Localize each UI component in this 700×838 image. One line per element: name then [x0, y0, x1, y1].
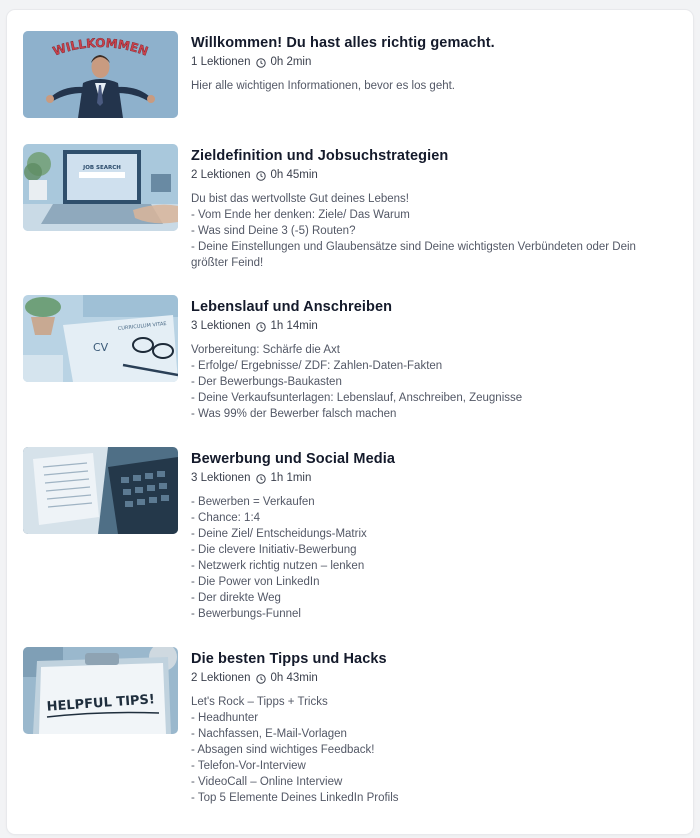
welcome-image	[23, 31, 178, 118]
job-search-laptop-image	[23, 144, 178, 231]
clock-icon	[256, 58, 266, 68]
module-meta	[191, 319, 671, 334]
duration: 1h 14min	[270, 320, 318, 332]
module-item[interactable]	[23, 447, 683, 622]
cv-sheet-text: CV	[93, 341, 109, 354]
job-search-screen-text: JOB SEARCH	[83, 165, 121, 171]
module-meta	[191, 168, 671, 183]
duration: 1h 1min	[270, 472, 312, 484]
duration: 0h 2min	[270, 56, 312, 68]
lesson-count: 3 Lektionen	[191, 472, 251, 484]
module-meta	[191, 471, 671, 486]
lesson-count: 3 Lektionen	[191, 320, 251, 332]
tips-thumbnail[interactable]	[23, 647, 178, 734]
module-meta	[191, 671, 671, 686]
module-description: Let's Rock – Tipps + Tricks - Headhunter - Nachfassen, E-Mail-Vorlagen - Absagen sind wichtiges Feedback! - Telefon-Vor-Interview - VideoCall – Online Interview - Top 5 Elemente Deines LinkedIn Profils	[191, 696, 399, 804]
module-title[interactable]: Zieldefinition und Jobsuchstrategien	[191, 148, 449, 164]
module-title[interactable]: Lebenslauf und Anschreiben	[191, 299, 393, 315]
cv-desk-image	[23, 295, 178, 382]
module-description: Du bist das wertvollste Gut deines Lebens! - Vom Ende her denken: Ziele/ Das Warum - Was sind Deine 3 (-5) Routen? - Deine Einstellungen und Glaubensätze sind Deine wichtigsten Verbündeten oder Dein größter Feind!	[191, 193, 636, 269]
helpful-tips-clipboard-image	[23, 647, 178, 734]
duration: 0h 45min	[270, 169, 318, 181]
clock-icon	[256, 171, 266, 181]
module-description: - Bewerben = Verkaufen - Chance: 1:4 - Deine Ziel/ Entscheidungs-Matrix - Die clevere Initiativ-Bewerbung - Netzwerk richtig nutzen – lenken - Die Power von LinkedIn - Der direkte Weg - Bewerbungs-Funnel	[191, 496, 367, 620]
duration: 0h 43min	[270, 672, 318, 684]
svg-text:CURRICULUM VITAE: CURRICULUM VITAE	[117, 320, 167, 332]
welcome-banner-text: WILLKOMMEN	[51, 35, 151, 59]
module-title[interactable]: Die besten Tipps und Hacks	[191, 651, 387, 667]
module-item[interactable]	[23, 647, 683, 806]
lesson-count: 1 Lektionen	[191, 56, 251, 68]
module-title[interactable]: Willkommen! Du hast alles richtig gemacht.	[191, 35, 495, 51]
clock-icon	[256, 674, 266, 684]
module-item[interactable]	[23, 144, 683, 271]
cv-thumbnail[interactable]	[23, 295, 178, 382]
module-description: Hier alle wichtigen Informationen, bevor es los geht.	[191, 80, 456, 92]
clock-icon	[256, 322, 266, 332]
helpful-tips-text: HELPFUL TIPS!	[46, 692, 156, 715]
course-modules-card	[7, 10, 693, 834]
module-meta	[191, 55, 671, 70]
social-media-thumbnail[interactable]	[23, 447, 178, 534]
module-title[interactable]: Bewerbung und Social Media	[191, 451, 396, 467]
welcome-thumbnail[interactable]	[23, 31, 178, 118]
job-search-thumbnail[interactable]	[23, 144, 178, 231]
clock-icon	[256, 474, 266, 484]
module-description: Vorbereitung: Schärfe die Axt - Erfolge/ Ergebnisse/ ZDF: Zahlen-Daten-Fakten - Der Bewerbungs-Baukasten - Deine Verkaufsunterlagen: Lebenslauf, Anschreiben, Zeugnisse - Was 99% der Bewerber falsch machen	[191, 344, 523, 420]
documents-laptop-image	[23, 447, 178, 534]
module-item[interactable]	[23, 295, 683, 422]
module-item[interactable]	[23, 31, 683, 118]
lesson-count: 2 Lektionen	[191, 169, 251, 181]
lesson-count: 2 Lektionen	[191, 672, 251, 684]
